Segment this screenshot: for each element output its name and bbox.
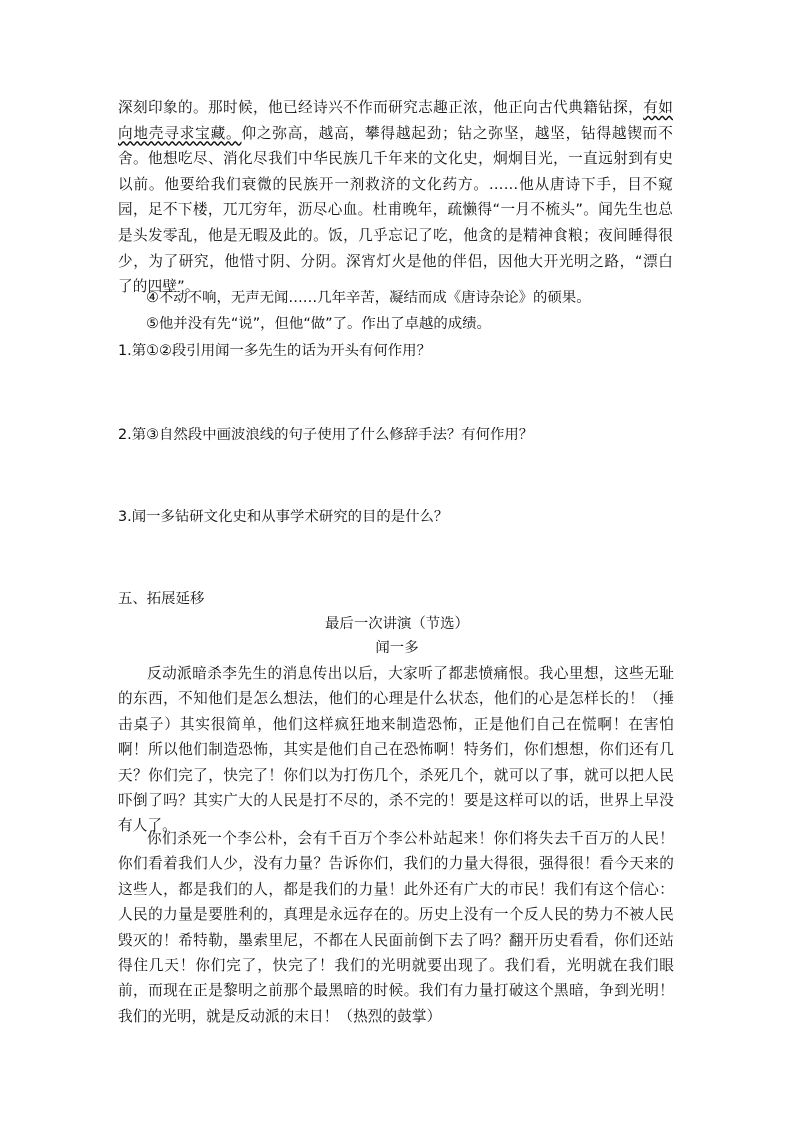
question-1: 1.第①②段引用闻一多先生的话为开头有何作用？ xyxy=(118,343,431,359)
speech-paragraph-2: 你们杀死一个李公朴，会有千百万个李公朴站起来！你们将失去千百万的人民！你们看着我们人少，没有力量？告诉你们，我们的力量大得很，强得很！看今天来的这些人，都是我们的人，都是我们的力量！此外还有广大的市民！我们有这个信心：人民的力量是要胜利的，真理是永远存在的。历史上没有一个反人民的势力不被人民毁灭的！希特勒，墨索里尼，不都在人民面前倒下去了吗？翻开历史看看，你们还站得住几天！你们完了，快完了！我们的光明就要出现了。我们看，光明就在我们眼前，而现在正是黎明之前那个最黑暗的时候。我们有力量打破这个黑暗，争到光明！我们的光明，就是反动派的末日！（热烈的鼓掌） xyxy=(118,830,674,1025)
paragraph-3-text-start: 深刻印象的。那时候，他已经诗兴不作而研究志趣正浓，他正向古代典籍钻探， xyxy=(118,99,644,116)
speech-paragraph-1: 反动派暗杀李先生的消息传出以后，大家听了都悲愤痛恨。我心里想，这些无耻的东西，不知他们是怎么想法，他们的心理是什么状态，他们的心是怎样长的！（捶击桌子）其实很简单，他们这样疯狂地来制造恐怖，正是他们自己在慌啊！在害怕啊！所以他们制造恐怖，其实是他们自己在恐怖啊！特务们，你们想想，你们还有几天？你们完了，快完了！你们以为打伤几个，杀死几个，就可以了事，就可以把人民吓倒了吗？其实广大的人民是打不尽的，杀不完的！要是这样可以的话，世界上早没有人了。 xyxy=(118,665,674,835)
paragraph-3-text-rest: 仰之弥高，越高，攀得越起劲；钻之弥坚，越坚，钻得越锲而不舍。他想吃尽、消化尽我们中华民族几千年来的文化史，炯炯目光，一直远射到有史以前。他要给我们衰微的民族开一剂救济的文化药方。……他从唐诗下手，目不窥园，足不下楼，兀兀穷年，沥尽心血。杜甫晚年，疏懒得“一月不梳头”。闻先生也总是头发零乱，他是无暇及此的。饭，几乎忘记了吃，他贪的是精神食粮；夜间睡得很少，为了研究，他惜寸阴、分阴。深宵灯火是他的伴侣，因他大开光明之路，“漂白了的四壁”。 xyxy=(118,124,673,296)
passage-paragraph-4: ④不动不响，无声无闻……几年辛苦，凝结而成《唐诗杂论》的硕果。 xyxy=(146,290,591,306)
passage-paragraph-3 xyxy=(118,95,673,300)
article-author: 闻一多 xyxy=(375,640,419,656)
passage-paragraph-5: ⑤他并没有先“说”，但他“做”了。作出了卓越的成绩。 xyxy=(146,316,491,332)
section-heading: 五、拓展延移 xyxy=(118,591,205,607)
wavy-underlined-sentence: 有如向地壳寻求宝藏。 xyxy=(118,99,673,142)
question-3: 3.闻一多钻研文化史和从事学术研究的目的是什么？ xyxy=(118,509,449,525)
question-2: 2.第③自然段中画波浪线的句子使用了什么修辞手法？有何作用？ xyxy=(118,427,534,443)
article-title: 最后一次讲演（节选） xyxy=(325,616,469,632)
